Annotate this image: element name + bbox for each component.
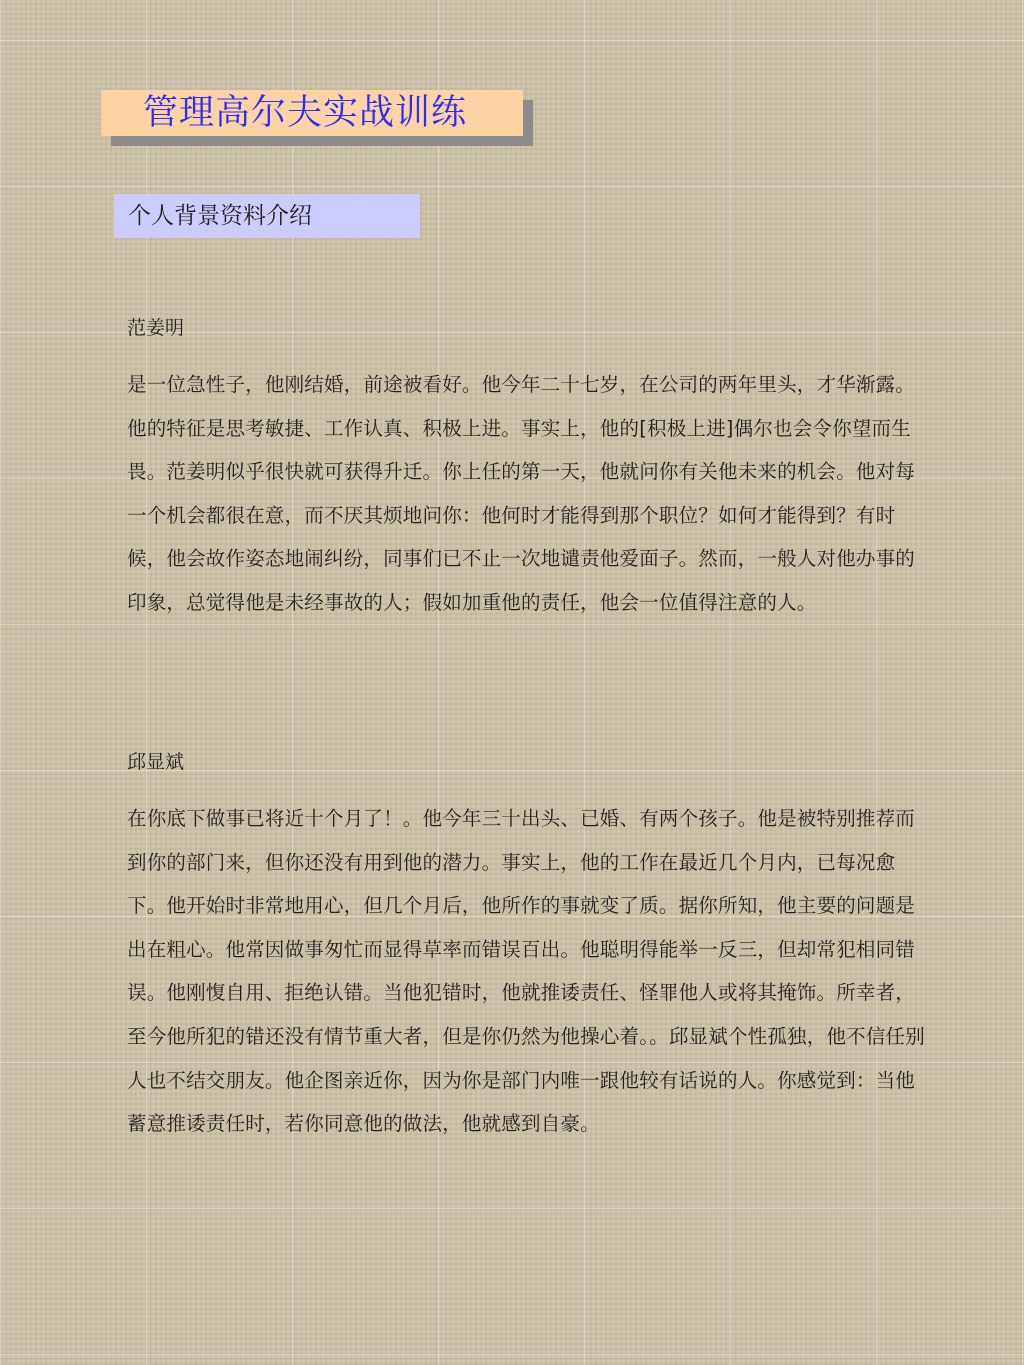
title-banner [101, 90, 523, 136]
section-heading: 个人背景资料介绍 [114, 194, 420, 238]
page-title: 管理高尔夫实战训练 [101, 90, 523, 136]
person-name: 邱显斌 [127, 751, 185, 773]
person-description: 在你底下做事已将近十个月了！。他今年三十出头、已婚、有两个孩子。他是被特别推荐而到你的部门来，但你还没有用到他的潜力。事实上，他的工作在最近几个月内，已每况愈下。他开始时非常地用心，但几个月后，他所作的事就变了质。据你所知，他主要的问题是出在粗心。他常因做事匆忙而显得草率而错误百出。他聪明得能举一反三，但却常犯相同错误。他刚愎自用、拒绝认错。当他犯错时，他就推诿责任、怪罪他人或将其掩饰。所幸者，至今他所犯的错还没有情节重大者，但是你仍然为他操心着。。邱显斌个性孤独，他不信任别人也不结交朋友。他企图亲近你，因为你是部门内唯一跟他较有话说的人。你感觉到：当他蓄意推诿责任时，若你同意他的做法，他就感到自豪。 [127, 807, 925, 1136]
person-description: 是一位急性子，他刚结婚，前途被看好。他今年二十七岁，在公司的两年里头，才华渐露。他的特征是思考敏捷、工作认真、积极上进。事实上，他的[积极上进]偶尔也会令你望而生畏。范姜明似乎很快就可获得升迁。你上任的第一天，他就问你有关他未来的机会。他对每一个机会都很在意，而不厌其烦地问你：他何时才能得到那个职位？如何才能得到？有时候，他会故作姿态地闹纠纷，同事们已不止一次地谴责他爱面子。然而，一般人对他办事的印象，总觉得他是未经事故的人；假如加重他的责任，他会一位值得注意的人。 [127, 373, 916, 614]
person-name: 范姜明 [127, 317, 185, 339]
